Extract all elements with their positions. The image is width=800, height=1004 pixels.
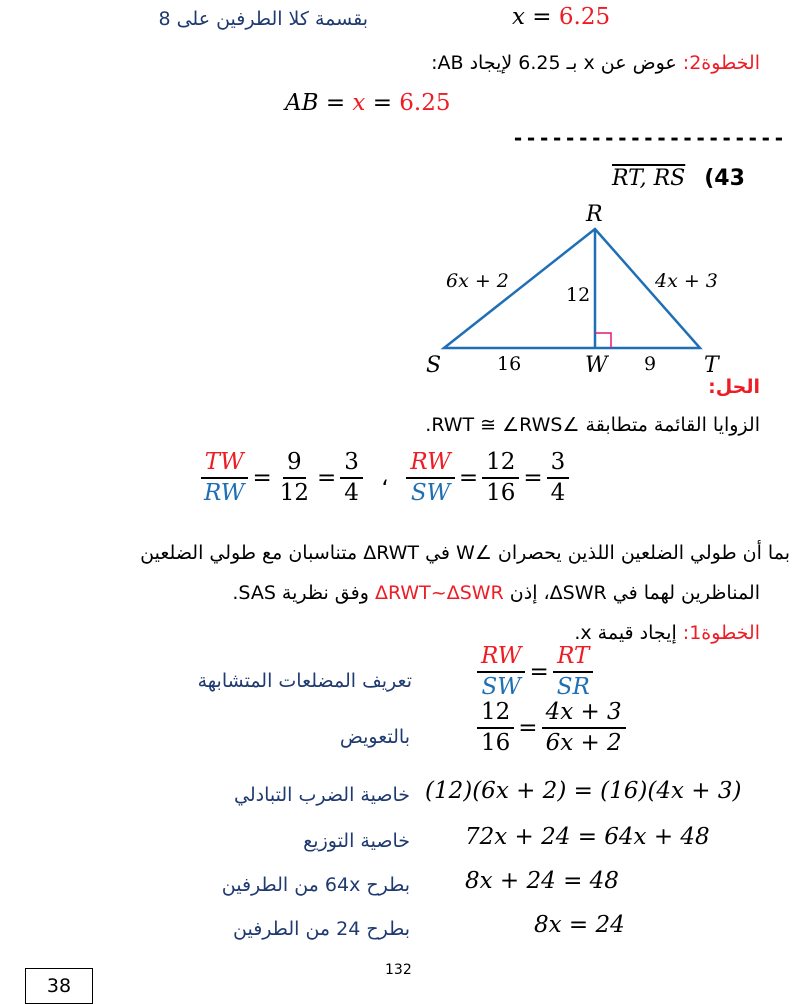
proportion-eq [473,644,598,701]
ab-lhs: AB = [285,90,353,116]
eq-cross-multiply: (12)(6x + 2) = (16)(4x + 3) [425,778,742,804]
eq-distributive: 72x + 24 = 64x + 48 [465,824,710,850]
page-number: 132 [385,962,412,978]
sub-eq-sign: = [518,715,538,742]
right-angle-mark [595,333,611,348]
ratio1-n2: 9 [283,450,306,479]
eq-sign-4: = [523,465,543,492]
side-rt-label: 4x + 3 [655,270,718,292]
paragraph-line-2 [232,582,760,604]
step1-label: الخطوة1: [682,622,760,644]
ratio1-d2: 12 [279,480,310,507]
eq-subtract-64x: 8x + 24 = 48 [465,868,619,894]
vertex-r: R [586,202,603,227]
vertex-t: T [704,353,719,378]
note-distributive: خاصية التوزيع [303,830,410,852]
note-subtract-24: بطرح 24 من الطرفين [233,918,410,940]
page-box-number: 38 [25,968,93,1004]
problem-number: (43 [704,166,745,191]
eq-x-val: 6.25 [558,4,611,30]
ratio1-frac2 [276,450,313,507]
step2-text: عوض عن x بـ 6.25 لإيجاد AB: [431,52,683,74]
substitution-eq [473,700,630,757]
sub-frac-2 [542,700,626,757]
note-subtract-64x: بطرح 64x من الطرفين [221,874,410,896]
problem-segments: RT, RS [612,166,686,191]
prop-frac-2 [553,644,594,701]
ratio2-frac [406,450,454,507]
para2-a: المناظرين لهما في ΔSWR، إذن [503,582,760,604]
sub-n2: 4x + 3 [542,700,626,729]
triangle-figure [0,0,800,390]
ab-eq: = [365,90,400,116]
eq-x-lhs: x = [512,4,559,30]
ratio2-frac2 [482,450,519,507]
eq-subtract-24: 8x = 24 [534,912,625,938]
step2-label: الخطوة2: [682,52,760,74]
vertex-s: S [426,353,442,378]
sub-d1: 16 [481,730,511,757]
vertex-w: W [585,353,608,378]
ratio-separator: ، [380,465,389,492]
side-sw-label: 16 [497,353,522,375]
solution-label: الحل: [708,376,760,398]
ratios-line [196,450,573,507]
prop-d1: SW [481,674,521,701]
ratio2-den: SW [410,480,451,507]
ratio2-frac3 [547,450,570,507]
eq-sign-2: = [317,465,337,492]
note-cross-multiply: خاصية الضرب التبادلي [234,784,410,806]
prop-d2: SR [556,674,590,701]
ratio2-num: RW [406,450,454,479]
separator-line: --------------------- [512,126,786,150]
prop-n1: RW [477,644,525,673]
ratio2-d2: 16 [486,480,516,507]
ratio1-n3: 3 [340,450,363,479]
note-divide-by-8: بقسمة كلا الطرفين على 8 [158,8,368,30]
side-rs-label: 6x + 2 [446,270,509,292]
prop-eq-sign: = [529,659,549,686]
ratio1-num: TW [201,450,248,479]
ratio2-n3: 3 [547,450,570,479]
step1-line [574,622,760,644]
para2-sim: ΔRWT~ΔSWR [374,582,504,604]
ratio2-d3: 4 [550,480,566,507]
ab-x: x [352,90,366,116]
step1-text: إيجاد قيمة x. [574,622,683,644]
angles-congruent: الزوايا القائمة متطابقة ∠RWT ≅ ∠RWS. [425,414,760,436]
para2-b: وفق نظرية SAS. [232,582,375,604]
paragraph-line-1: بما أن طولي الضلعين اللذين يحصران ∠W في ΔRWT متناسبان مع طولي الضلعين [140,542,790,564]
sub-frac-1 [477,700,514,757]
side-wt-label: 9 [644,353,657,375]
note-substitution: بالتعويض [339,726,410,748]
ab-val: 6.25 [399,90,451,116]
ratio2-n2: 12 [482,450,519,479]
prop-n2: RT [553,644,593,673]
side-rw-label: 12 [566,284,591,306]
eq-sign-3: = [458,465,479,492]
ratio1-den: RW [204,480,245,507]
note-similar-polygons: تعريف المضلعات المتشابهة [197,670,412,692]
ratio1-d3: 4 [344,480,359,507]
ratio1-frac [200,450,248,507]
prop-frac-1 [477,644,525,701]
sub-d2: 6x + 2 [545,730,622,757]
ratio1-frac3 [340,450,363,507]
sub-n1: 12 [477,700,514,729]
eq-sign-1: = [252,465,272,492]
